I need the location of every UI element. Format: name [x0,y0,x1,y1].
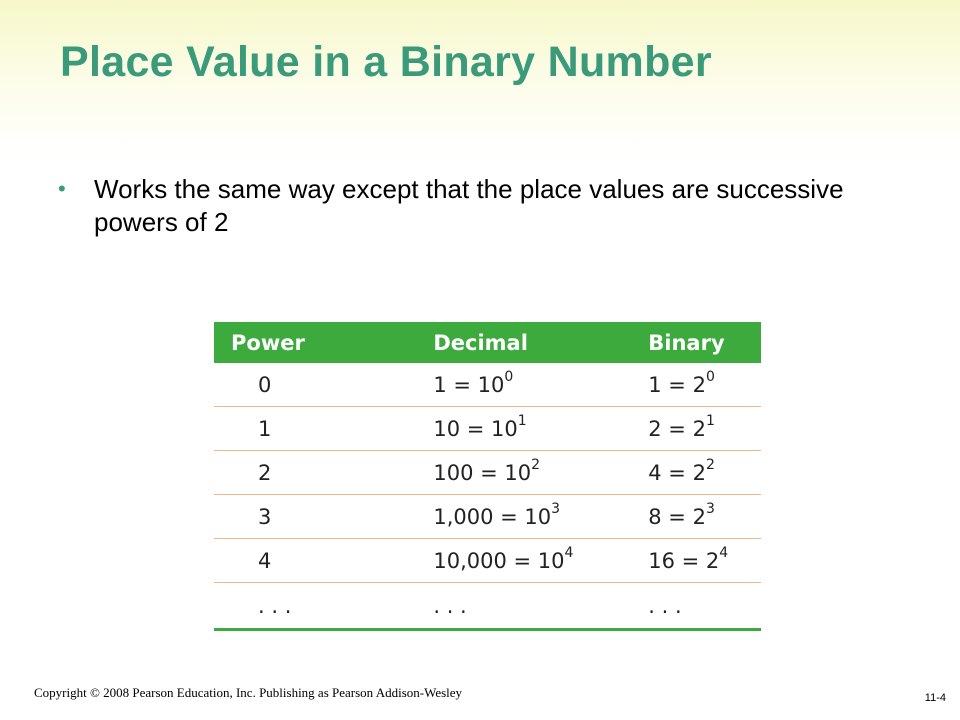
decimal-base: . . . [433,594,467,618]
cell-decimal [416,583,631,630]
cell-decimal [416,407,631,451]
decimal-base: 10 = 10 [433,417,518,441]
cell-power: 3 [214,495,416,539]
binary-base: 4 = 2 [648,461,706,485]
bullet-text: Works the same way except that the place values are successive powers of 2 [94,174,844,237]
cell-power: 1 [214,407,416,451]
binary-exponent: 2 [705,457,715,473]
copyright-footer: Copyright © 2008 Pearson Education, Inc. Publishing as Pearson Addison-Wesley [34,685,463,700]
table-row [214,583,761,630]
table-row [214,451,761,495]
cell-binary [631,363,761,407]
binary-base: 1 = 2 [648,373,706,397]
cell-decimal [416,495,631,539]
binary-base: 8 = 2 [648,505,706,529]
binary-base: . . . [648,594,682,618]
binary-base: 16 = 2 [648,549,720,573]
binary-exponent: 4 [719,545,729,561]
table-row [214,363,761,407]
decimal-base: 1 = 10 [433,373,505,397]
bullet-item [58,173,878,239]
cell-power: . . . [214,583,416,630]
decimal-exponent: 2 [531,457,541,473]
cell-power: 0 [214,363,416,407]
decimal-base: 10,000 = 10 [433,549,565,573]
cell-decimal [416,539,631,583]
header-binary: Binary [631,322,761,363]
page-number: 11-4 [924,692,946,704]
cell-binary [631,451,761,495]
slide-title: Place Value in a Binary Number [60,38,712,86]
place-value-table [214,322,761,631]
table-row [214,407,761,451]
bullet-dot-icon: • [58,176,66,201]
cell-binary [631,583,761,630]
cell-binary [631,539,761,583]
table-row [214,539,761,583]
decimal-exponent: 3 [551,501,561,517]
decimal-exponent: 1 [517,413,527,429]
cell-binary [631,495,761,539]
header-power: Power [214,322,416,363]
decimal-exponent: 4 [564,545,574,561]
binary-exponent: 0 [705,369,715,385]
decimal-base: 1,000 = 10 [433,505,552,529]
binary-exponent: 3 [705,501,715,517]
table-header-row [214,322,761,363]
decimal-exponent: 0 [504,369,514,385]
cell-decimal [416,451,631,495]
header-decimal: Decimal [416,322,631,363]
decimal-base: 100 = 10 [433,461,532,485]
cell-decimal [416,363,631,407]
cell-power: 2 [214,451,416,495]
binary-base: 2 = 2 [648,417,706,441]
table-row [214,495,761,539]
cell-power: 4 [214,539,416,583]
cell-binary [631,407,761,451]
binary-exponent: 1 [705,413,715,429]
